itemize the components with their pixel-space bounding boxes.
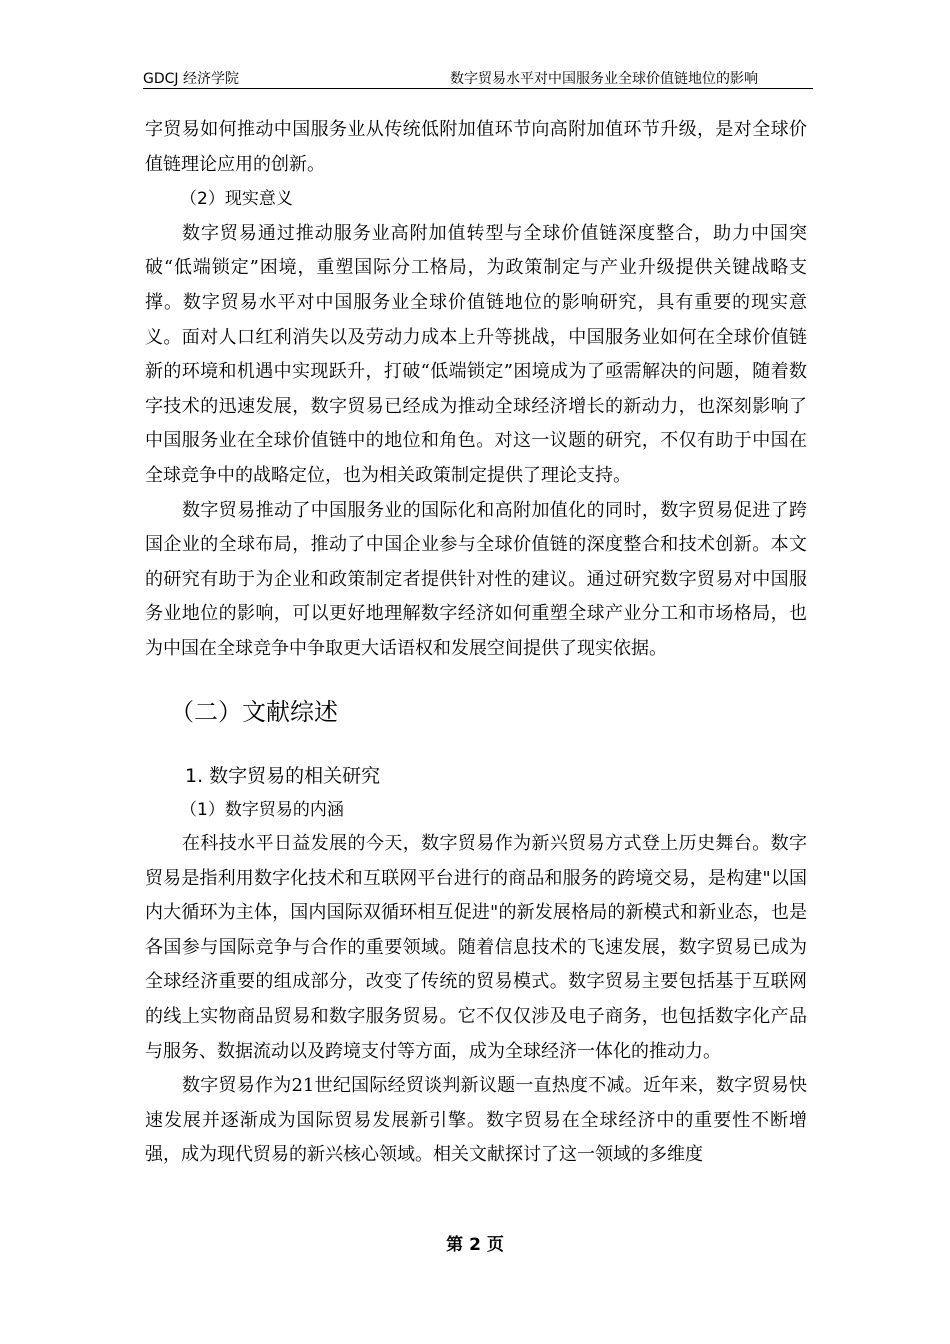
heading-connotation: （1）数字贸易的内涵 — [180, 799, 344, 820]
section-heading-literature-review: （二）文献综述 — [170, 697, 338, 726]
page-number: 第 2 页 — [446, 1235, 504, 1255]
header-title: 数字贸易水平对中国服务业全球价值链地位的影响 — [450, 71, 758, 87]
paragraph-connotation-2: 数字贸易作为21世纪国际经贸谈判新议题一直热度不减。近年来，数字贸易快速发展并逐渐成为国际贸易发展新引擎。数字贸易在全球经济中的重要性不断增强，成为现代贸易的新兴核心领域。相关文献探讨了这一领域的多维度 — [145, 1075, 807, 1166]
paragraph-practical-2: 数字贸易推动了中国服务业的国际化和高附加值化的同时，数字贸易促进了跨国企业的全球布局，推动了中国企业参与全球价值链的深度整合和技术创新。本文的研究有助于为企业和政策制定者提供针对性的建议。通过研究数字贸易对中国服务业地位的影响，可以更好地理解数字经济如何重塑全球产业分工和市场格局，也为中国在全球竞争中争取更大话语权和发展空间提供了现实依据。 — [145, 499, 807, 659]
document-body — [145, 113, 807, 1173]
heading-practical-significance: （2）现实意义 — [180, 189, 293, 210]
page-header — [143, 64, 813, 89]
paragraph-continuation: 字贸易如何推动中国服务业从传统低附加值环节向高附加值环节升级，是对全球价值链理论应用的创新。 — [145, 119, 807, 175]
paragraph-practical-1: 数字贸易通过推动服务业高附加值转型与全球价值链深度整合，助力中国突破“低端锁定”困境，重塑国际分工格局，为政策制定与产业升级提供关键战略支撑。数字贸易水平对中国服务业全球价值链地位的影响研究，具有重要的现实意义。面对人口红利消失以及劳动力成本上升等挑战，中国服务业如何在全球价值链新的环境和机遇中实现跃升，打破“低端锁定”困境成为了亟需解决的问题，随着数字技术的迅速发展，数字贸易已经成为推动全球经济增长的新动力，也深刻影响了中国服务业在全球价值链中的地位和角色。对这一议题的研究，不仅有助于中国在全球竞争中的战略定位，也为相关政策制定提供了理论支持。 — [145, 222, 807, 486]
subsection-heading-digital-trade: 1. 数字贸易的相关研究 — [185, 764, 381, 787]
paragraph-connotation-1: 在科技水平日益发展的今天，数字贸易作为新兴贸易方式登上历史舞台。数字贸易是指利用数字化技术和互联网平台进行的商品和服务的跨境交易，是构建"以国内大循环为主体，国内国际双循环相互促进"的新发展格局的新模式和新业态，也是各国参与国际竞争与合作的重要领域。随着信息技术的飞速发展，数字贸易已成为全球经济重要的组成部分，改变了传统的贸易模式。数字贸易主要包括基于互联网的线上实物商品贸易和数字服务贸易。它不仅仅涉及电子商务，也包括数字化产品与服务、数据流动以及跨境支付等方面，成为全球经济一体化的推动力。 — [145, 833, 807, 1062]
header-institution: GDCJ 经济学院 — [143, 71, 239, 87]
